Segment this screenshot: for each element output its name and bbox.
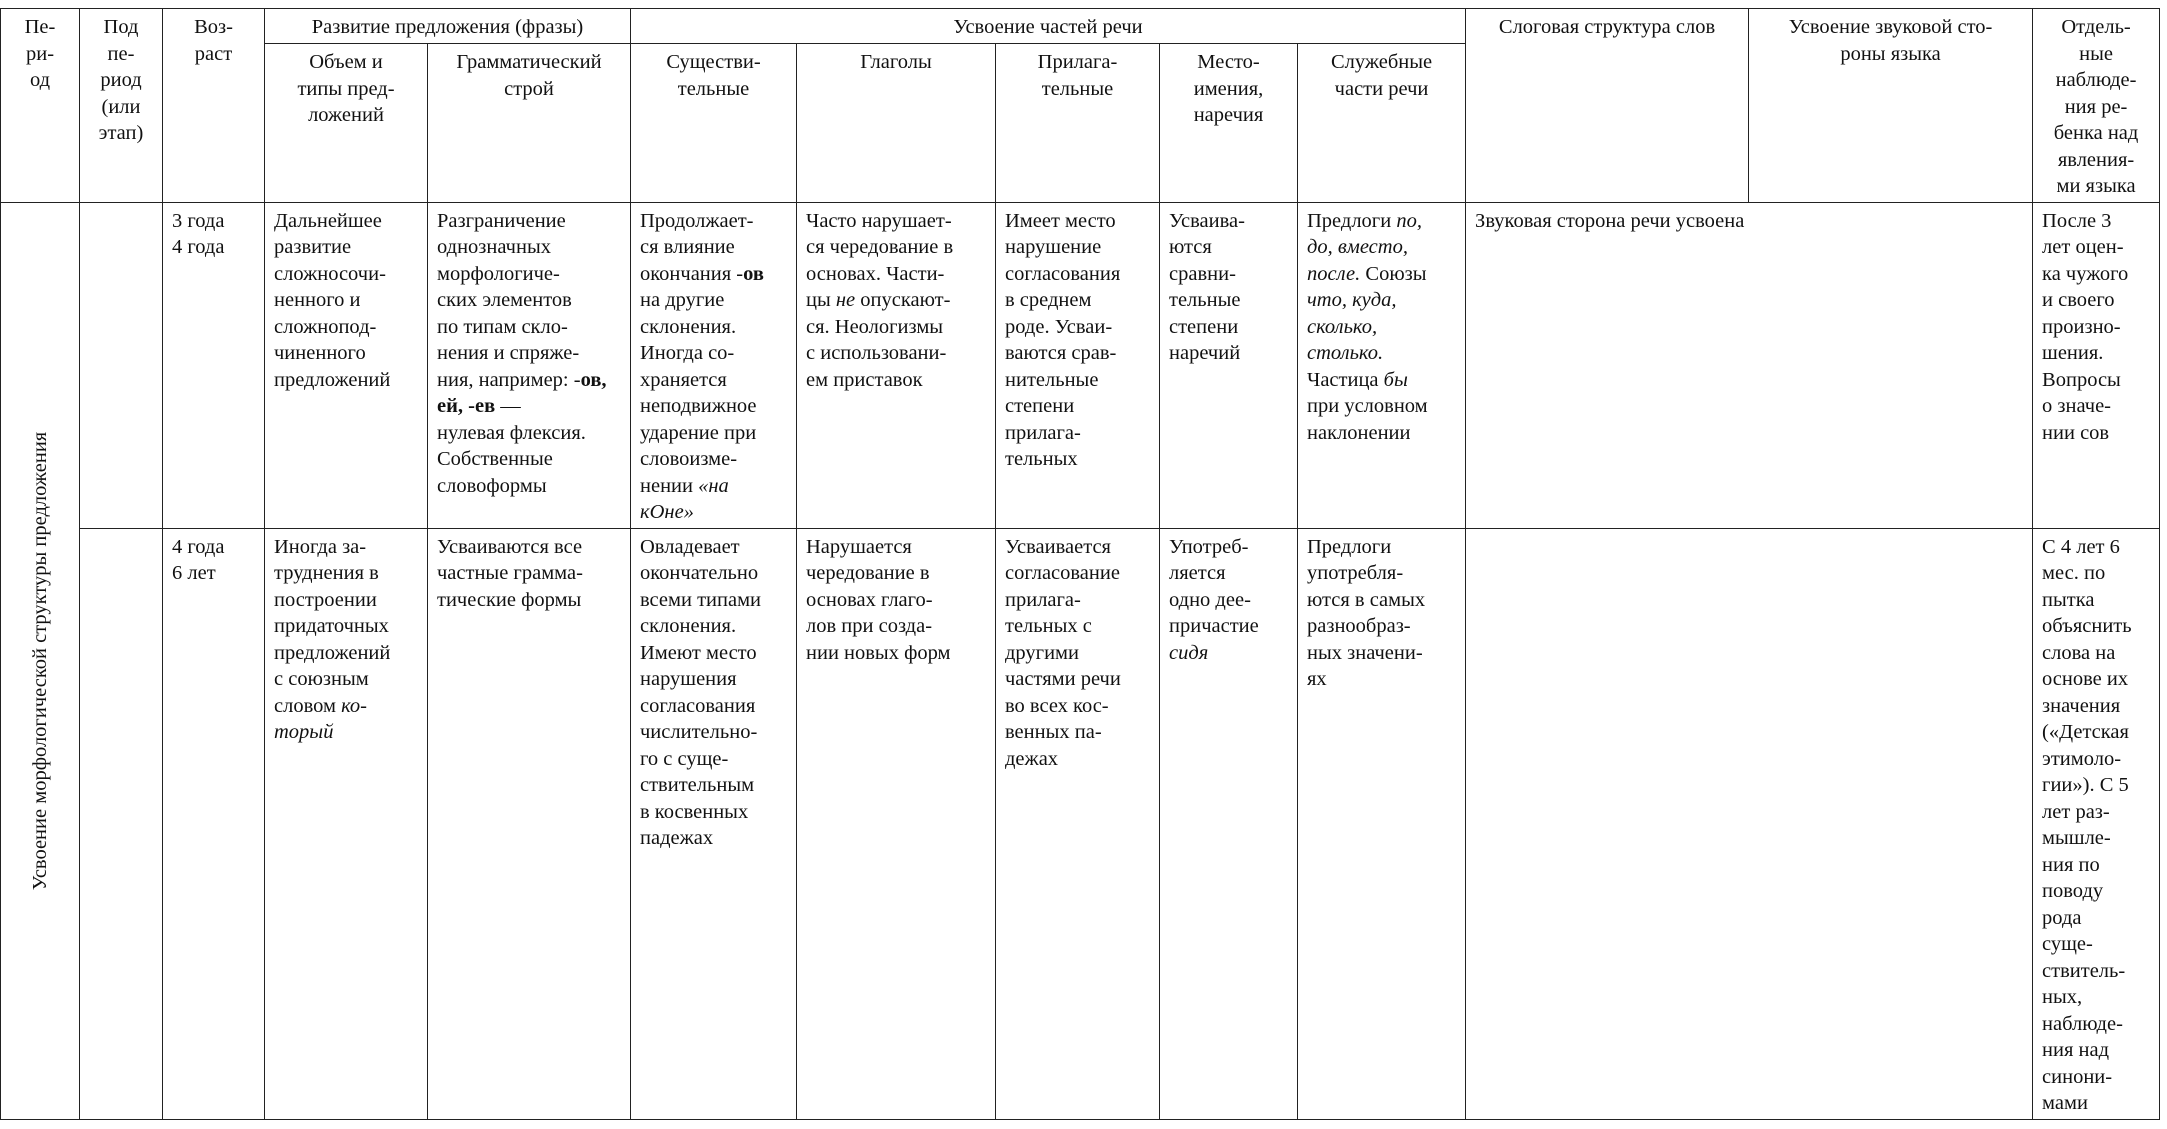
row2-pronouns-adverbs: Употреб- ляется одно дее- причастие сидя <box>1160 528 1298 1119</box>
row1-sentence-volume: Дальнейшее развитие сложносочи- ненного и сложнопод- чиненного предложений <box>265 202 428 528</box>
row1-age: 3 года 4 года <box>163 202 265 528</box>
header-observations: Отдель- ные наблюде- ния ре- бенка над явления- ми языка <box>2033 9 2160 203</box>
period-cell <box>1 202 80 1119</box>
row1-sound-side: Звуковая сторона речи усвоена <box>1466 202 2033 528</box>
row1-grammar: Разграничение однозначных морфологиче- ских элементов по типам скло- нения и спряже- ния, например: -ов, ей, -ев — нулевая флексия. Собственные словоформы <box>428 202 631 528</box>
header-phrase-development: Развитие предложения (фразы) <box>265 9 631 44</box>
header-sentence-volume: Объем и типы пред- ложений <box>265 44 428 202</box>
row2-sound-side <box>1466 528 2033 1119</box>
row1-function-words: Предлоги по, до, вместо, после. Союзы что, куда, сколько, столько. Частица бы при условном наклонении <box>1298 202 1466 528</box>
header-grammar: Грамматический строй <box>428 44 631 202</box>
row2-sentence-volume: Иногда за- труднения в построении придаточных предложений с союзным словом ко- торый <box>265 528 428 1119</box>
row1-subperiod <box>80 202 163 528</box>
row2-grammar: Усваиваются все частные грамма- тические формы <box>428 528 631 1119</box>
development-table <box>0 8 2160 1120</box>
row2-nouns: Овладевает окончательно всеми типами склонения. Имеют место нарушения согласования числительно- го с суще- ствительным в косвенных падежах <box>631 528 797 1119</box>
row1-pronouns-adverbs: Усваива- ются сравни- тельные степени наречий <box>1160 202 1298 528</box>
header-pronouns-adverbs: Место- имения, наречия <box>1160 44 1298 202</box>
period-label: Усвоение морфологической структуры предложения <box>28 431 51 890</box>
row2-age: 4 года 6 лет <box>163 528 265 1119</box>
row1-verbs: Часто нарушает- ся чередование в основах. Части- цы не опускают- ся. Неологизмы с использовани- ем приставок <box>797 202 996 528</box>
row1-observations: После 3 лет оцен- ка чужого и своего произно- шения. Вопросы о значе- нии сов <box>2033 202 2160 528</box>
row2-subperiod <box>80 528 163 1119</box>
header-age: Воз- раст <box>163 9 265 203</box>
header-sound-side: Усвоение звуковой сто- роны языка <box>1749 9 2033 203</box>
row1-adjectives: Имеет место нарушение согласования в среднем роде. Усваи- ваются срав- нительные степени прилага- тельных <box>996 202 1160 528</box>
header-parts-of-speech: Усвоение частей речи <box>631 9 1466 44</box>
header-syllable-structure: Слоговая структура слов <box>1466 9 1749 203</box>
header-subperiod: Под пе- риод (или этап) <box>80 9 163 203</box>
header-verbs: Глаголы <box>797 44 996 202</box>
row2-observations: С 4 лет 6 мес. по пытка объяснить слова на основе их значения («Детская этимоло- гии»). С 5 лет раз- мышле- ния по поводу рода суще- ствитель- ных, наблюде- ния над синони- мами <box>2033 528 2160 1119</box>
row1-nouns: Продолжает- ся влияние окончания -ов на другие склонения. Иногда со- храняется неподвижное ударение при словоизме- нении «на кОне» <box>631 202 797 528</box>
row2-adjectives: Усваивается согласование прилага- тельных с другими частями речи во всех кос- венных па- дежах <box>996 528 1160 1119</box>
header-nouns: Существи- тельные <box>631 44 797 202</box>
header-adjectives: Прилага- тельные <box>996 44 1160 202</box>
header-function-words: Служебные части речи <box>1298 44 1466 202</box>
row2-verbs: Нарушается чередование в основах глаго- лов при созда- нии новых форм <box>797 528 996 1119</box>
row2-function-words: Предлоги употребля- ются в самых разнообраз- ных значени- ях <box>1298 528 1466 1119</box>
header-period: Пе- ри- од <box>1 9 80 203</box>
